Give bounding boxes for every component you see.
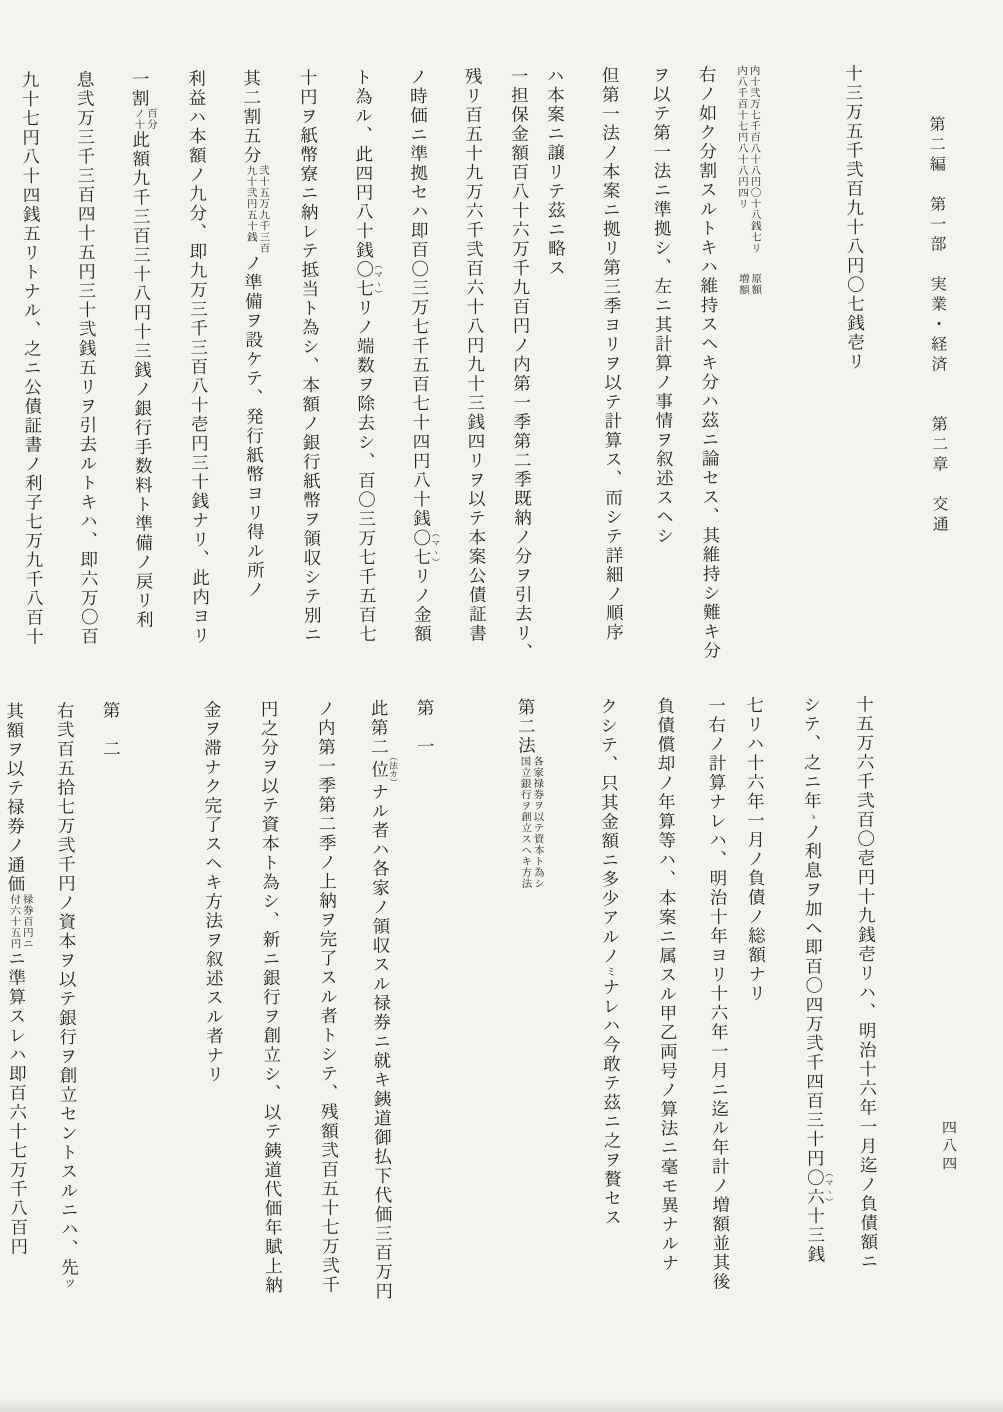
text-column: ヲ以テ第一法ニ準拠シ、左ニ其計算ノ事情ヲ叙述スヘシ [651,65,675,546]
warichu-line: 禄券百円ニ [21,893,33,950]
small-kana: ゝ [806,810,819,823]
sic-annotation: 〇七（マヽ） [354,259,384,299]
text-column: 金ヲ滞ナク完了スヘキ方法ヲ叙述スル者ナリ [202,700,226,1085]
text-column: 十三万五千弐百九十八円〇七銭壱リ [843,64,866,372]
text-column: 息弐万三千三百四十五円三十弐銭五リヲ引去ルトキハ、即六万〇百 [75,70,100,647]
text-column: ト為ル、此四円八十銭〇七（マヽ）リノ端数ヲ除去シ、百〇三万七千五百七 [353,67,384,645]
running-header: 第二編 第一部 実業・経済 第二章 交通 [926,115,948,536]
text-column: 其額ヲ以テ禄券ノ通価 禄券百円ニ 付六十五円 ニ準算スレハ即百六十七万千八百円 [4,701,33,1257]
sic-annotation: 〇七（マヽ） [411,528,441,567]
warichu-line: 各家禄券ヲ以テ資本ト為シ [531,755,545,889]
text-column: 利益ハ本額ノ九分、即九万三千三百八十壱円三十銭ナリ、此内ヨリ [186,69,212,646]
warichu-line: 内八千百十七円八十八円四リ [736,65,749,210]
text-column: 第 一 [415,698,436,757]
top-text-block [0,64,891,697]
warichu-note [735,65,761,254]
text-column [725,64,840,689]
warichu-line: 弐十五万九千三百 [257,164,270,254]
text-column: 円之分ヲ以テ資本ト為シ、新ニ銀行ヲ創立シ、以テ銕道代価年賦上納 [259,699,284,1296]
text-column: 一割 百分 ノ十 此額九千三百三十八円十三銭ノ銀行手数料ト準備ノ戻リ利 [130,69,158,630]
text-column: 残リ百五十九万六千弐百六十八円九十三銭四リヲ以テ本案公債証書 [463,67,488,644]
text-column: 九十七円八十四銭五リトナル、之ニ公債証書ノ利子七万九千八百十 [20,70,45,647]
text-column: 一担保金額百八十六万千九百円ノ内第一季第二季既納ノ分ヲ引去リ、 [509,66,534,663]
text-column: 其二割五分 弐十五万九千三百 九十弐円五十銭 ノ準備ヲ設ケテ、発行紙幣ヨリ得ル所ノ [241,68,270,600]
sic-annotation: 〇六（マヽ） [805,1168,835,1207]
text-column: 但第一法ノ本案ニ拠リ第三季ヨリヲ以テ計算ス、而シテ詳細ノ順序 [600,66,625,643]
small-kana: ミ [604,965,617,978]
warichu-note [8,894,33,950]
warichu-line: 国立銀行ヲ創立スヘキ方法 [519,755,532,889]
text-column: 一右ノ計算ナレハ、明治十年ヨリ十六年一月ニ迄ル年計ノ増額並其後 [706,696,732,1292]
text-column: 七リハ十六年一月ノ負債ノ総額ナリ [744,695,767,1004]
warichu-note [518,755,544,888]
warichu-line: ノ十 [133,108,145,131]
warichu-note [132,108,157,130]
warichu-line: 内十弐万七千百八十八円〇十八銭七リ [748,64,762,254]
text-column: 第二法 各家禄券ヲ以テ資本ト為シ 国立銀行ヲ創立スヘキ方法 [516,697,545,889]
warichu-line: 原額 [750,272,762,296]
text-column: 右ノ如ク分割スルトキハ維持スヘキ分ハ茲ニ論セス、其維持シ難キ分 [697,65,722,661]
text-column: 負債償却ノ年算等ハ、本案ニ属スル甲乙両号ノ算法ニ毫モ異ナルナ [655,696,681,1273]
text-column: ノ時価ニ準拠セハ即百〇三万七千五百七十四円八十銭〇七（マヽ）リノ金額 [408,67,441,644]
text-column: 右弐百五拾七万弐千円ノ資本ヲ以テ銀行ヲ創立セントスルニハ、先ツ [55,701,80,1290]
warichu-note [244,165,270,254]
text-column: ハ本案ニ譲リテ茲ニ略ス [545,66,567,278]
text-column: クシテ、只其金額ニ多少アルノミナレハ今敢テ茲ニ之ヲ贅セス [598,697,623,1228]
warichu-note [736,273,761,295]
text-column: ノ内第一季第二季ノ上納ヲ完了スル者トシテ、残額弐百五十七万弐千 [316,699,341,1295]
page-number: 四八四 [939,1119,957,1174]
text-column: 十円ヲ紙幣寮ニ納レテ抵当ト為シ、本額ノ銀行紙幣ヲ領収シテ別ニ [298,68,323,645]
bottom-text-block [0,695,897,1347]
sic-annotation: 位（法カ） [369,752,399,787]
warichu-line: 百分 [145,108,158,131]
warichu-line: 九十弐円五十銭 [245,164,257,243]
text-column: シテ、之ニ年ゝノ利息ヲ加ヘ即百〇四万弐千四百三十円〇六（マヽ）十三銭 [801,695,835,1265]
text-column: 十五万六千弐百〇壱円十九銭壱リハ、明治十六年一月迄ノ負債額ニ [854,695,880,1272]
text-column: 第 二 [101,700,122,759]
warichu-line: 付六十五円 [9,893,21,950]
text-column: 此第二位（法カ）ナル者ハ各家ノ領収スル禄券ニ就キ銕道御払下代価三百万円 [369,698,399,1302]
small-kana: ツ [63,1277,76,1290]
warichu-line: 増額 [737,272,749,296]
